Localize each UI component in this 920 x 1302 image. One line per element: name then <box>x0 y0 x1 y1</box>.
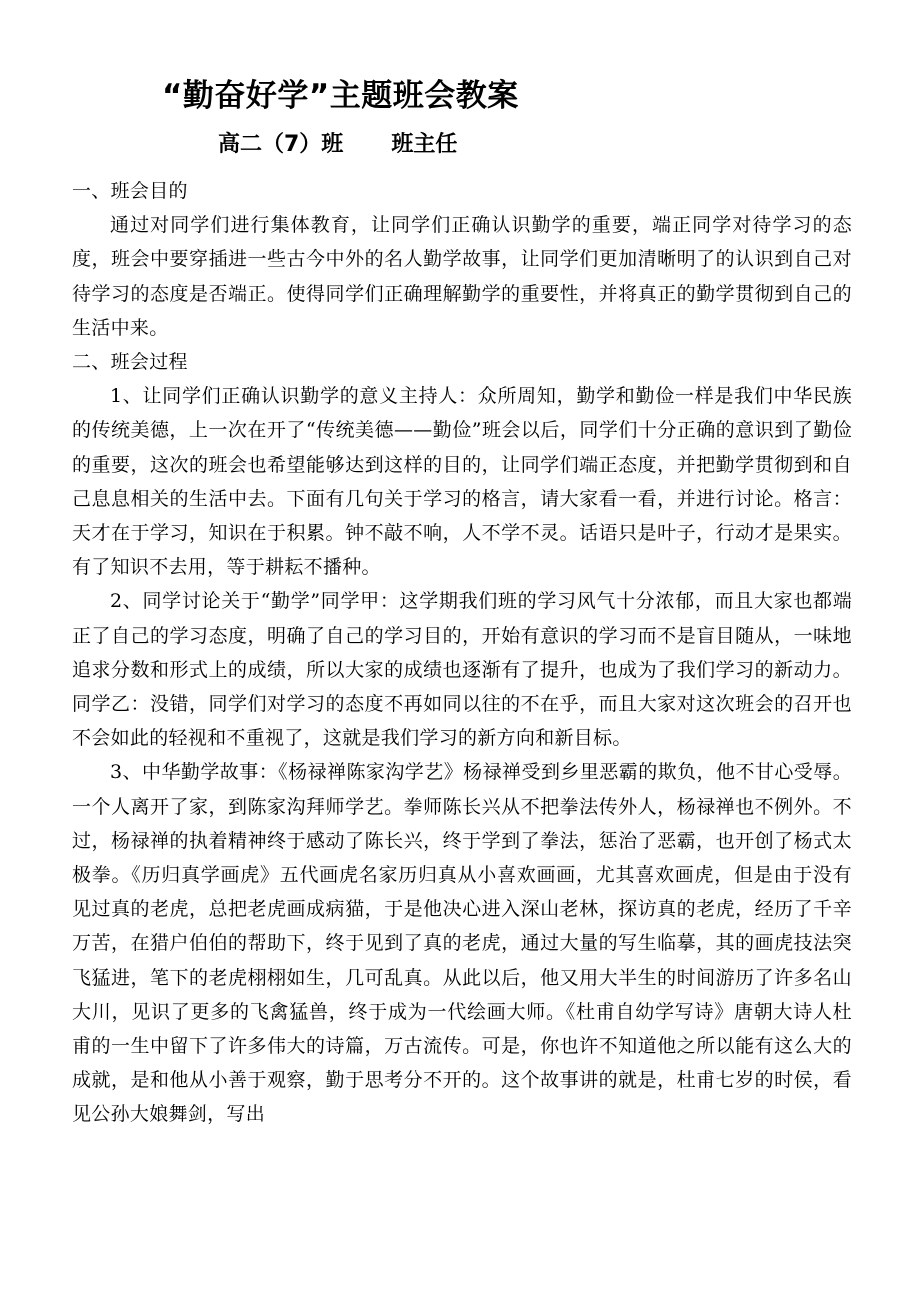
purpose-paragraph: 通过对同学们进行集体教育，让同学们正确认识勤学的重要，端正同学对待学习的态度，班会中要穿插进一些古今中外的名人勤学故事，让同学们更加清晰明了的认识到自己对待学习的态度是否端正。使得同学们正确理解勤学的重要性，并将真正的勤学贯彻到自己的生活中来。 <box>72 214 852 339</box>
section-heading-process: 二、班会过程 <box>72 351 188 374</box>
document-subtitle <box>218 128 457 162</box>
class-name: 高二（7）班 <box>218 132 344 157</box>
document-body <box>72 174 852 1132</box>
process-paragraph-3: 3、中华勤学故事：《杨禄禅陈家沟学艺》杨禄禅受到乡里恶霸的欺负，他不甘心受辱。一个人离开了家，到陈家沟拜师学艺。拳师陈长兴从不把拳法传外人，杨禄禅也不例外。不过，杨禄禅的执着精神终于感动了陈长兴，终于学到了拳法，惩治了恶霸，也开创了杨式太极拳。《历归真学画虎》五代画虎名家历归真从小喜欢画画，尤其喜欢画虎，但是由于没有见过真的老虎，总把老虎画成病猫，于是他决心进入深山老林，探访真的老虎，经历了千辛万苦，在猎户伯伯的帮助下，终于见到了真的老虎，通过大量的写生临摹，其的画虎技法突飞猛进，笔下的老虎栩栩如生，几可乱真。从此以后，他又用大半生的时间游历了许多名山大川，见识了更多的飞禽猛兽，终于成为一代绘画大师。《杜甫自幼学写诗》唐朝大诗人杜甫的一生中留下了许多伟大的诗篇，万古流传。可是，你也许不知道他之所以能有这么大的成就，是和他从小善于观察，勤于思考分不开的。这个故事讲的就是，杜甫七岁的时侯，看见公孙大娘舞剑，写出 <box>72 761 852 1126</box>
teacher-label: 班主任 <box>391 132 458 157</box>
document-title: “勤奋好学”主题班会教案 <box>162 78 519 114</box>
process-paragraph-1: 1、让同学们正确认识勤学的意义主持人：众所周知，勤学和勤俭一样是我们中华民族的传统美德，上一次在开了“传统美德——勤俭”班会以后，同学们十分正确的意识到了勤俭的重要，这次的班会也希望能够达到这样的目的，让同学们端正态度，并把勤学贯彻到和自己息息相关的生活中去。下面有几句关于学习的格言，请大家看一看，并进行讨论。格言：天才在于学习，知识在于积累。钟不敲不响，人不学不灵。话语只是叶子，行动才是果实。有了知识不去用，等于耕耘不播种。 <box>72 385 852 579</box>
section-heading-purpose: 一、班会目的 <box>72 180 188 202</box>
process-paragraph-2: 2、同学讨论关于“勤学”同学甲：这学期我们班的学习风气十分浓郁，而且大家也都端正了自己的学习态度，明确了自己的学习目的，开始有意识的学习而不是盲目随从，一味地追求分数和形式上的成绩，所以大家的成绩也逐渐有了提升，也成为了我们学习的新动力。同学乙：没错，同学们对学习的态度不再如同以往的不在乎，而且大家对这次班会的召开也不会如此的轻视和不重视了，这就是我们学习的新方向和新目标。 <box>72 590 852 750</box>
